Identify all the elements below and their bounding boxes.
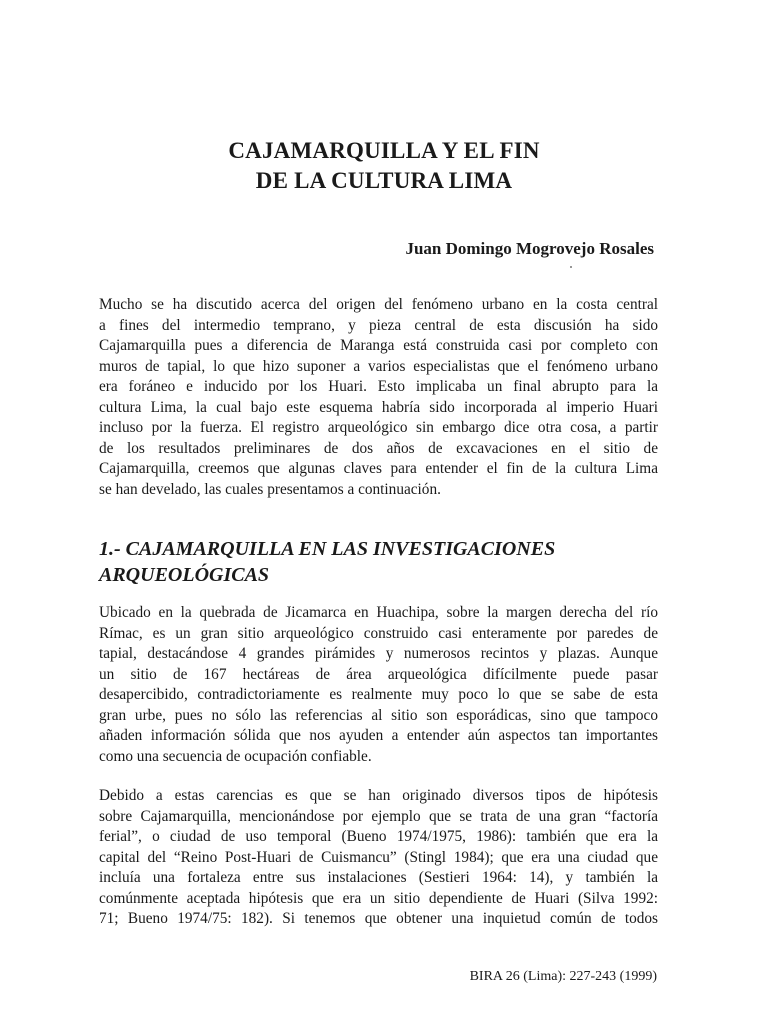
body-paragraph-2 xyxy=(99,786,658,930)
text-line: cultura Lima, la cual bajo este esquema habría sido incorporada al imperio Huari xyxy=(99,398,658,416)
title-line: CAJAMARQUILLA Y EL FIN xyxy=(228,138,540,163)
text-line: capital del “Reino Post-Huari de Cuismancu” (Stingl 1984); que era una ciudad que xyxy=(99,848,658,866)
text-line: Cajamarquilla pues a diferencia de Maranga está construida casi por completo con xyxy=(99,337,658,354)
text-line: desapercibido, contradictoriamente es realmente muy poco lo que se sabe de esta xyxy=(99,686,658,703)
text-line: comúnmente aceptada hipótesis que era un sitio dependiente de Huari (Silva 1992: xyxy=(99,889,658,907)
text-line: Cajamarquilla, creemos que algunas claves para entender el fin de la cultura Lima xyxy=(99,460,658,477)
text-line: sobre Cajamarquilla, mencionándose por ejemplo que se trata de una gran “factoría xyxy=(99,807,658,825)
text-line: incluía una fortaleza entre sus instalaciones (Sestieri 1964: 14), y también la xyxy=(99,869,658,886)
text-line: Rímac, es un gran sitio arqueológico construido casi enteramente por paredes de xyxy=(99,624,658,642)
text-line: añaden información sólida que nos ayuden a entender aún aspectos tan importantes xyxy=(99,727,658,744)
text-line: incluso por la fuerza. El registro arqueológico sin embargo dice otra cosa, a partir xyxy=(99,419,658,436)
text-line: Debido a estas carencias es que se han originado diversos tipos de hipótesis xyxy=(99,787,658,804)
text-line: Ubicado en la quebrada de Jicamarca en Huachipa, sobre la margen derecha del río xyxy=(99,604,658,621)
heading-line: ARQUEOLÓGICAS xyxy=(99,564,270,586)
citation-footer: BIRA 26 (Lima): 227-243 (1999) xyxy=(469,969,657,984)
abstract-paragraph xyxy=(99,295,658,500)
author-name: Juan Domingo Mogrovejo Rosales xyxy=(405,239,654,258)
text-line: era foráneo e inducido por los Huari. Esto implicaba un final abrupto para la xyxy=(99,378,658,395)
text-line: muros de tapial, lo que hizo suponer a varios especialistas que el fenómeno urbano xyxy=(99,357,658,375)
text-line: ferial”, o ciudad de uso temporal (Bueno 1974/1975, 1986): también que era la xyxy=(99,828,658,845)
text-line: de los resultados preliminares de dos años de excavaciones en el sitio de xyxy=(99,439,658,457)
title-line: DE LA CULTURA LIMA xyxy=(255,168,513,193)
body-paragraph-1 xyxy=(99,603,658,767)
text-line: Mucho se ha discutido acerca del origen del fenómeno urbano en la costa central xyxy=(99,296,658,313)
text-line: a fines del intermedio temprano, y pieza central de esta discusión ha sido xyxy=(99,316,658,334)
text-line: 71; Bueno 1974/75: 182). Si tenemos que obtener una inquietud común de todos xyxy=(99,910,658,927)
page-title xyxy=(0,136,768,196)
text-line: gran urbe, pues no sólo las referencias al sitio son esporádicas, sino que tampoco xyxy=(99,706,658,724)
text-line: se han develado, las cuales presentamos a continuación. xyxy=(99,480,441,498)
text-line: tapial, destacándose 4 grandes pirámides y numerosos recintos y plazas. Aunque xyxy=(99,645,658,662)
text-line: un sitio de 167 hectáreas de área arqueológica difícilmente puede pasar xyxy=(99,665,658,683)
text-line: como una secuencia de ocupación confiable. xyxy=(99,747,372,765)
section-heading xyxy=(99,536,555,588)
heading-line: 1.- CAJAMARQUILLA EN LAS INVESTIGACIONES xyxy=(99,538,556,560)
scan-speck xyxy=(570,266,572,268)
